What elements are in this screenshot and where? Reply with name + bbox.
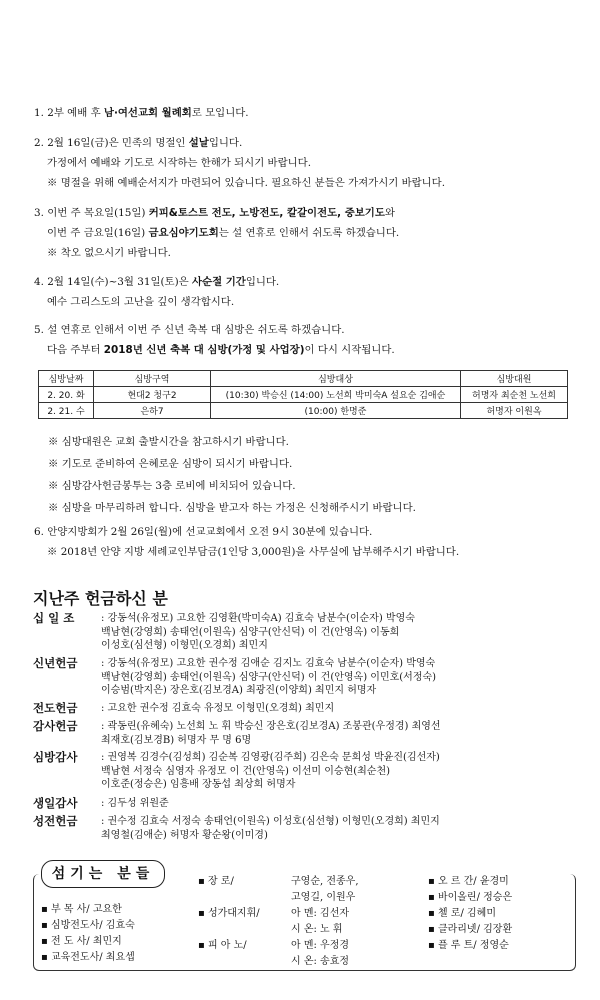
server-item: ▪ 부 목 사/ 고요한 [41, 904, 122, 915]
server-names: 시 온: 송효정 [291, 956, 350, 967]
offering-birthday [33, 797, 578, 811]
visit-schedule-table [38, 370, 568, 419]
offering-line: : 고요한 권수정 김효숙 유정모 이형민(오경희) 최민지 [101, 703, 335, 714]
announcement-text: 는 설 연휴로 인해서 쉬도록 하겠습니다. [218, 227, 400, 239]
server-names: 고영길, 이원우 [291, 892, 356, 903]
server-names: 아 멘: 김선자 [291, 908, 350, 919]
announcement-line [34, 522, 574, 542]
offering-line: 백남현(강영희) 송태언(이원옥) 심양구(안신덕) 이 건(안영옥) 이동희 [101, 626, 400, 638]
table-cell: 현대2 청구2 [94, 387, 211, 403]
server-role [198, 954, 260, 970]
announcement-text: 다음 주부터 [47, 344, 104, 356]
table-cell: 은하7 [94, 403, 211, 419]
server-item: ▪ 심방전도사/ 김효숙 [41, 920, 135, 931]
offering-line: : 김두성 위원준 [101, 798, 169, 809]
announcement-highlight: 금요심야기도회 [148, 227, 219, 239]
announcement-line [34, 320, 574, 340]
announcement-text: 이번 주 금요일(16일) [47, 227, 149, 239]
announcement-number: 1. [34, 107, 44, 119]
server-item: ▪ 바이올린/ 정승은 [428, 892, 513, 903]
announcement-highlight: 2018년 신년 축복 대 심방(가정 및 사업장) [103, 344, 305, 356]
table-row [39, 403, 568, 419]
server-names: 구영순, 전종우, [291, 876, 359, 887]
offering-thanks [33, 720, 578, 747]
announcement-number: 4. [34, 276, 44, 288]
announcement-1 [34, 103, 574, 123]
announcement-highlight: 커피&토스트 전도, 노방전도, 칼갈이전도, 중보기도 [148, 207, 385, 219]
offering-line: 최재호(김보경B) 허명자 무 명 6명 [101, 734, 252, 746]
visit-note: ※ 심방대원은 교회 출발시간을 참고하시기 바랍니다. [48, 436, 289, 448]
servers-column-1 [41, 902, 135, 966]
table-cell: 허명자 이원옥 [461, 403, 568, 419]
column-header: 심방대원 [461, 371, 568, 387]
server-names: 시 온: 노 휘 [291, 924, 343, 935]
offering-line: : 권영복 김경수(김성희) 김순복 김영광(김주희) 김은숙 문희성 박윤진(김선자) [101, 752, 440, 763]
announcement-text: 안양지방회가 2월 26일(월)에 선교교회에서 오전 9시 30분에 있습니다. [47, 526, 373, 538]
offering-names [101, 797, 578, 811]
offering-label: 신년헌금 [33, 656, 78, 670]
offering-label: 심방감사 [33, 750, 78, 764]
offerings-title: 지난주 헌금하신 분 [33, 589, 168, 608]
table-cell: 2. 21. 수 [39, 403, 94, 419]
announcement-highlight: 사순절 기간 [192, 276, 246, 288]
offering-names [101, 751, 578, 792]
offering-visit-thanks [33, 751, 578, 792]
announcement-line [34, 133, 574, 153]
server-role: ▪ 성가대지휘/ [198, 908, 260, 919]
announcement-text: 2월 14일(수)~3월 31일(토)은 [47, 276, 192, 288]
announcement-line [34, 103, 574, 123]
visit-note: ※ 기도로 준비하여 은혜로운 심방이 되시기 바랍니다. [48, 458, 293, 470]
offering-building [33, 815, 578, 842]
announcement-4 [34, 272, 574, 312]
server-names: 아 멘: 우정경 [291, 940, 350, 951]
offering-line: 최영철(김애순) 허명자 황순왕(이미경) [101, 829, 268, 841]
announcement-note: ※ 명절을 위해 예배순서지가 마련되어 있습니다. 필요하신 분들은 가져가시기 바랍니다. [47, 177, 446, 189]
offering-names [101, 612, 578, 653]
offering-names [101, 720, 578, 747]
announcement-text: 2월 16일(금)은 민족의 명절인 [47, 137, 189, 149]
server-item: ▪ 첼 로/ 김혜미 [428, 908, 496, 919]
offering-names [101, 657, 578, 698]
table-cell: 허명자 최순천 노선희 [461, 387, 568, 403]
offering-label: 전도헌금 [33, 701, 78, 715]
announcement-number: 2. [34, 137, 44, 149]
table-header-row [39, 371, 568, 387]
server-item: ▪ 플 루 트/ 정영순 [428, 940, 509, 951]
announcement-line: 가정에서 예배와 기도로 시작하는 한해가 되시기 바랍니다. [47, 157, 312, 169]
table-cell: (10:00) 한명준 [211, 403, 461, 419]
column-header: 심방구역 [94, 371, 211, 387]
visit-notes [48, 431, 578, 519]
offering-line: 이승범(박지은) 장은호(김보경A) 최광진(이양희) 최민지 허명자 [101, 685, 377, 696]
offering-line: : 권수정 김효숙 서정숙 송태언(이원옥) 이성호(심선형) 이형민(오경희) 최민지 [101, 816, 440, 827]
announcement-note: ※ 2018년 안양 지방 세례교인부담금(1인당 3,000원)을 사무실에 납부해주시기 바랍니다. [47, 546, 460, 558]
announcement-line: 예수 그리스도의 고난을 깊이 생각합시다. [47, 296, 235, 308]
servers-box [33, 860, 578, 972]
announcement-text: 와 [384, 207, 395, 219]
server-item: ▪ 교육전도사/ 최요셉 [41, 952, 135, 963]
server-role [198, 922, 260, 938]
server-item: ▪ 클라리넷/ 김장환 [428, 924, 513, 935]
table-cell: (10:30) 박승신 (14:00) 노선희 박미숙A 설요순 김애순 [211, 387, 461, 403]
offering-tithe [33, 612, 578, 653]
servers-column-4 [428, 874, 512, 954]
announcement-text: 이 다시 시작됩니다. [304, 344, 395, 356]
announcement-line [34, 223, 574, 243]
column-header: 심방날짜 [39, 371, 94, 387]
servers-column-3 [291, 874, 359, 970]
server-role: ▪ 피 아 노/ [198, 940, 247, 951]
announcement-note: ※ 착오 없으시기 바랍니다. [47, 247, 171, 259]
announcement-line [34, 203, 574, 223]
announcement-text: 2부 예배 후 [47, 107, 104, 119]
server-item: ▪ 전 도 사/ 최민지 [41, 936, 122, 947]
announcement-text: 입니다. [245, 276, 280, 288]
column-header: 심방대상 [211, 371, 461, 387]
announcement-3 [34, 203, 574, 263]
offering-names [101, 702, 578, 716]
announcement-number: 3. [34, 207, 44, 219]
announcement-highlight: 설날 [188, 137, 209, 149]
server-role [198, 890, 260, 906]
servers-title: 섬기는 분들 [41, 860, 165, 888]
offering-newyear [33, 657, 578, 698]
offering-line: 이호준(정승은) 임흥배 장동섭 최상희 허명자 [101, 779, 296, 790]
visit-note: ※ 심방감사헌금봉투는 3층 로비에 비치되어 있습니다. [48, 480, 296, 492]
announcement-highlight: 남·여선교회 월례회 [103, 107, 192, 119]
servers-column-2 [198, 874, 260, 970]
offering-names [101, 815, 578, 842]
table-row [39, 387, 568, 403]
offering-line: 백남현 서정숙 심영자 유정모 이 건(안영옥) 이선미 이승현(최순천) [101, 765, 391, 777]
announcement-6 [34, 522, 574, 562]
announcement-number: 6. [34, 526, 44, 538]
announcement-number: 5. [34, 324, 44, 336]
offering-line: : 강동석(유정모) 고요한 김영환(박미숙A) 김효숙 남분수(이순자) 박영숙 [101, 613, 415, 624]
offering-evangelism [33, 702, 578, 716]
announcement-text: 로 모입니다. [191, 107, 249, 119]
announcement-2 [34, 133, 574, 193]
offering-line: 이성호(심선형) 이형민(오경희) 최민지 [101, 640, 268, 651]
offering-line: 백남현(강영희) 송태언(이원옥) 심양구(안신덕) 이 건(안영옥) 이민호(서정숙) [101, 671, 437, 683]
visit-note: ※ 심방을 마무리하려 합니다. 심방을 받고자 하는 가정은 신청해주시기 바랍니다. [48, 502, 416, 514]
offering-label: 성전헌금 [33, 814, 78, 828]
offering-label: 감사헌금 [33, 719, 78, 733]
offering-line: : 강동석(유정모) 고요한 권수정 김애순 김지노 김효숙 남분수(이순자) 박영숙 [101, 658, 436, 669]
announcement-text: 이번 주 목요일(15일) [47, 207, 149, 219]
offering-label: 십 일 조 [33, 611, 75, 625]
server-item: ▪ 오 르 간/ 윤경미 [428, 876, 509, 887]
table-cell: 2. 20. 화 [39, 387, 94, 403]
announcement-text: 입니다. [208, 137, 243, 149]
offering-line: : 곽동린(유혜숙) 노선희 노 휘 박승신 장은호(김보경A) 조봉관(우정경) 최영선 [101, 721, 441, 732]
announcement-line [34, 340, 574, 360]
announcement-text: 설 연휴로 인해서 이번 주 신년 축복 대 심방은 쉬도록 하겠습니다. [47, 324, 345, 336]
offering-label: 생일감사 [33, 796, 78, 810]
server-role: ▪ 장 로/ [198, 876, 234, 887]
announcement-line [34, 272, 574, 292]
announcement-5 [34, 320, 574, 360]
